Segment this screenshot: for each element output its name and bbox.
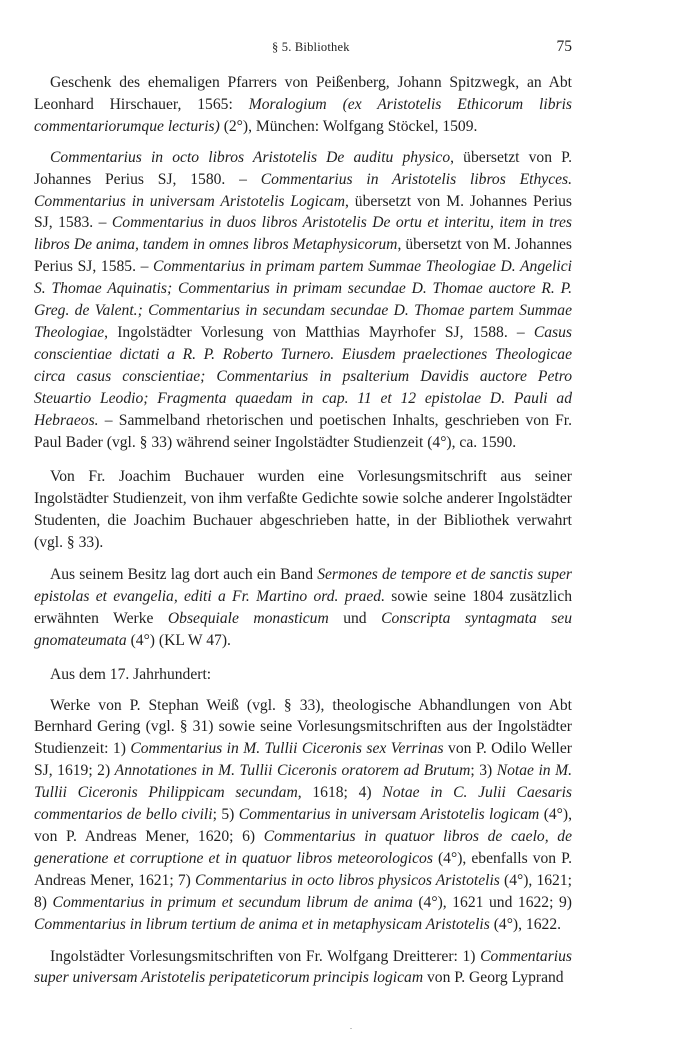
italic-title: Conscripta syntagmata seu gnomateumata [34, 609, 573, 649]
text-run: von P. Odilo Weller SJ, 1619; 2) [34, 740, 572, 780]
italic-title: Obsequiale monasticum [167, 609, 329, 627]
text-run: (4°), 1621 und 1622; 9) [412, 893, 572, 911]
text-run: – Sammelband rhetorischen und poetischen Inhalts, geschrieben von Fr. Paul Bader (vgl. § 33) während seiner Ingolstädter Studienzeit (4°), ca. 1590. [34, 411, 572, 451]
text-run: Werke von P. Stephan Weiß (vgl. § 33), theologische Abhandlungen von Abt Bernhard Gering (vgl. § 31) sowie seine Vorlesungsmitschriften aus der Ingolstädter Studienzeit: 1) [34, 696, 572, 758]
text-run: ; 3) [470, 762, 497, 780]
italic-title: Commentarius in quatuor libros de caelo, de generatione et corruptione et in quatuor libros meteorologicos [34, 828, 572, 867]
text-run: Geschenk des ehemaligen Pfarrers von Peißenberg, Johann Spitzwegk, an Abt Leonhard Hirschauer, 1565: [34, 74, 572, 113]
text-run: , Ingolstädter Vorlesung von Matthias Mayrhofer SJ, 1588. – [104, 323, 534, 341]
italic-title: Commentarius in librum tertium de anima et in metaphysicam Aristotelis [34, 915, 490, 933]
text-run: (4°), 1622. [489, 915, 562, 933]
italic-title: Commentarius in octo libros Aristotelis De auditu physico [50, 148, 451, 166]
text-run: , 1618; 4) [297, 784, 383, 802]
italic-title: Sermones de tempore et de sanctis super epistolas et evangelia, editi a Fr. Martino ord. praed. [34, 566, 572, 605]
paragraph [34, 946, 572, 990]
running-head [0, 38, 700, 58]
italic-title: Commentarius super universam Aristotelis peripateticorum principis logicam [34, 947, 572, 987]
paragraph [34, 695, 572, 936]
text-run: (4°), 1621; 8) [34, 871, 572, 911]
italic-title: Commentarius in primam partem Summae Theologiae D. Angelici S. Thomae Aquinatis; Commentarius in primam secundae D. Thomae auctore R. P. Greg. de Valent.; Commentarius in secundam secundae D. Thomae partem Summae Theologiae [34, 258, 572, 341]
italic-title: Notae in C. Julii Caesaris commentarios de bello civili [34, 784, 572, 824]
text-run: sowie seine 1804 zusätzlich erwähnten Werke [34, 587, 572, 627]
paragraph [34, 564, 572, 652]
text-run: Aus seinem Besitz lag dort auch ein Band [50, 566, 318, 584]
paragraph [34, 147, 572, 454]
text-run: , übersetzt von P. Johannes Perius SJ, 1580. – [34, 148, 572, 188]
text-run: , übersetzt von M. Johannes Perius SJ, 1585. – [34, 236, 572, 276]
section-title: § 5. Bibliothek [272, 40, 350, 54]
paragraph [34, 72, 572, 138]
text-run: und [328, 609, 382, 627]
text-run: (4°) (KL W 47). [126, 631, 231, 649]
text-run: (4°), von P. Andreas Mener, 1620; 6) [34, 806, 573, 845]
text-run: ; 5) [212, 806, 239, 824]
italic-title: Casus conscientiae dictati a R. P. Roberto Turnero. Eiusdem praelectiones Theologicae circa casus conscientiae; Commentarius in psalterium Davidis auctore Petro Steuartio Leodio; Fragmenta quaedam in cap. 11 et 12 epistolae D. Pauli ad Hebraeos. [34, 323, 572, 429]
italic-title: Annotationes in M. Tullii Ciceronis oratorem ad Brutum [114, 762, 471, 780]
italic-title: Commentarius in duos libros Aristotelis De ortu et interitu, item in tres libros De anima, tandem in omnes libros Metaphysicorum [34, 214, 572, 254]
body-text [34, 72, 572, 989]
text-run: von P. Georg Lyprand [423, 969, 564, 987]
text-run: (4°), ebenfalls von P. Andreas Mener, 1621; 7) [34, 849, 572, 889]
italic-title: Commentarius in octo libros physicos Aristotelis [195, 871, 500, 889]
paragraph [34, 664, 572, 686]
italic-title: Moralogium (ex Aristotelis Ethicorum libris commentariorumque lecturis) [34, 95, 572, 135]
footer-mark: . [350, 1022, 352, 1031]
text-run: Aus dem 17. Jahrhundert: [50, 665, 212, 683]
italic-title: Commentarius in universam Aristotelis logicam [238, 806, 540, 824]
italic-title: Commentarius in primum et secundum librum de anima [52, 893, 413, 911]
text-run: , übersetzt von M. Johannes Perius SJ, 1583. – [34, 192, 572, 232]
paragraph [34, 466, 572, 554]
page-number: 75 [556, 38, 572, 55]
italic-title: Notae in M. Tullii Ciceronis Philippicam secundam [34, 762, 572, 802]
text-run: Ingolstädter Vorlesungsmitschriften von Fr. Wolfgang Dreitterer: 1) [50, 947, 481, 965]
italic-title: Commentarius in M. Tullii Ciceronis sex Verrinas [130, 740, 444, 758]
text-run: Von Fr. Joachim Buchauer wurden eine Vorlesungsmitschrift aus seiner Ingolstädter Studienzeit, von ihm verfaßte Gedichte sowie solche anderer Ingolstädter Studenten, die Joachim Buchauer abgeschrieben hatte, in der Bibliothek verwahrt (vgl. § 33). [34, 468, 572, 552]
italic-title: Commentarius in Aristotelis libros Ethyces. Commentarius in universam Aristotelis Logicam [34, 170, 572, 210]
text-run: (2°), München: Wolfgang Stöckel, 1509. [219, 117, 478, 135]
